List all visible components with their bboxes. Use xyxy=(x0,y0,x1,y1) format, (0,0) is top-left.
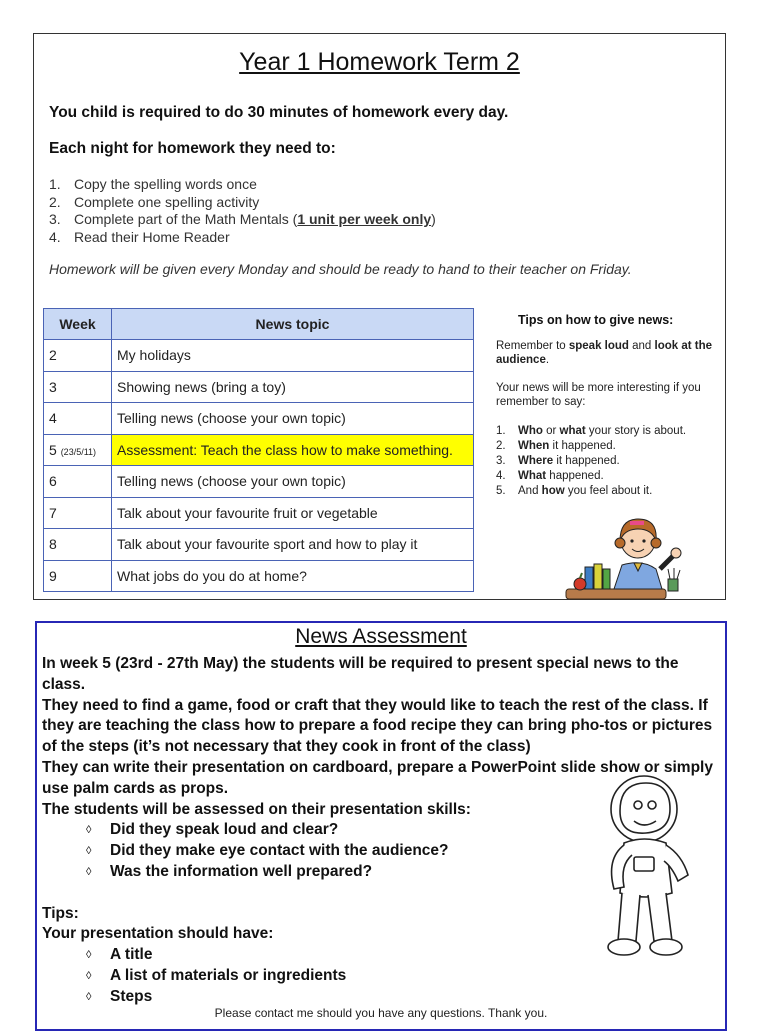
tips-text: it happened. xyxy=(549,440,616,452)
week-cell: 9 xyxy=(44,560,112,592)
tips-text: and xyxy=(628,340,655,352)
week-cell: 3 xyxy=(44,371,112,403)
tips-text: or xyxy=(542,425,560,437)
diamond-bullet-icon: ◊ xyxy=(86,865,92,878)
list-item xyxy=(49,176,436,194)
list-item xyxy=(49,194,436,212)
list-item xyxy=(49,211,436,229)
tips-text: . xyxy=(545,353,550,366)
page-title: Year 1 Homework Term 2 xyxy=(239,48,520,76)
teacher-clipart xyxy=(540,501,690,613)
diamond-bullet-icon: ◊ xyxy=(86,824,92,837)
task-text: Complete part of the Math Mentals ( xyxy=(74,211,298,227)
list-number: 4. xyxy=(49,228,61,245)
intro-requirement: You child is required to do 30 minutes of homework every day. xyxy=(49,104,509,121)
task-text: Copy the spelling words once xyxy=(74,176,257,192)
criteria-text: Did they make eye contact with the audience? xyxy=(110,842,449,860)
tips-emphasis: what xyxy=(559,425,586,437)
list-number: 4. xyxy=(496,470,506,482)
list-number: 3. xyxy=(496,455,506,467)
topic-column-header: News topic xyxy=(112,309,474,340)
intro-each-night: Each night for homework they need to: xyxy=(49,140,336,157)
tips-emphasis: What xyxy=(518,470,547,482)
week-cell: 2 xyxy=(44,340,112,372)
diamond-bullet-icon: ◊ xyxy=(86,845,92,858)
contact-note: Please contact me should you have any questions. Thank you. xyxy=(214,1006,548,1020)
list-number: 2. xyxy=(49,193,61,210)
table-row xyxy=(44,529,474,561)
tips-text: your story is about. xyxy=(585,425,687,437)
tips-text: it happened. xyxy=(553,455,620,467)
paragraph: They can write their presentation on cardboard, prepare a PowerPoint slide show or simply use palm cards as props. xyxy=(42,758,713,797)
topic-cell: Showing news (bring a toy) xyxy=(112,371,474,403)
homework-schedule-note: Homework will be given every Monday and should be ready to hand to their teacher on Friday. xyxy=(49,261,632,277)
list-number: 3. xyxy=(49,211,61,227)
list-item xyxy=(49,229,436,247)
task-text: Read their Home Reader xyxy=(74,228,230,245)
list-number: 5. xyxy=(496,485,506,497)
week-column-header: Week xyxy=(44,309,112,340)
table-row xyxy=(44,497,474,529)
week-cell xyxy=(44,434,112,466)
list-item xyxy=(496,424,686,439)
list-item xyxy=(496,484,686,499)
week-date: (23/5/11) xyxy=(60,446,97,457)
tips-text: you feel about it. xyxy=(564,485,653,497)
week-cell: 6 xyxy=(44,466,112,498)
table-row xyxy=(44,560,474,592)
tips-emphasis: Where xyxy=(518,455,554,467)
list-number: 1. xyxy=(496,425,506,437)
list-item xyxy=(496,439,686,454)
topic-cell: Telling news (choose your own topic) xyxy=(112,403,474,435)
news-topic-table xyxy=(43,308,474,592)
table-header-row xyxy=(44,309,474,340)
diamond-bullet-icon: ◊ xyxy=(86,949,92,962)
tips-heading: Tips on how to give news: xyxy=(518,313,674,327)
tips-text: And xyxy=(518,485,542,497)
section-heading: News Assessment xyxy=(295,625,467,648)
criteria-text: Did they speak loud and clear? xyxy=(110,821,339,839)
tips-label: Tips: xyxy=(42,904,79,922)
requirement-text: A list of materials or ingredients xyxy=(110,966,347,984)
table-row-assessment xyxy=(44,434,474,466)
task-text-end: ) xyxy=(431,211,436,227)
task-text: Complete one spelling activity xyxy=(74,193,260,210)
table-row xyxy=(44,466,474,498)
tips-emphasis: look at the audience xyxy=(496,340,713,366)
tips-list xyxy=(496,424,686,499)
week-number: 5 xyxy=(49,441,57,458)
table-row xyxy=(44,403,474,435)
week-cell: 4 xyxy=(44,403,112,435)
news-assessment-panel xyxy=(35,621,727,1031)
list-item xyxy=(496,469,686,484)
table-row xyxy=(44,371,474,403)
tips-emphasis: speak loud xyxy=(568,340,629,352)
list-item xyxy=(496,454,686,469)
astronaut-clipart xyxy=(598,771,698,971)
tips-interesting: Your news will be more interesting if you remember to say: xyxy=(496,382,701,408)
requirement-text: Steps xyxy=(110,987,153,1005)
paragraph: In week 5 (23rd - 27th May) the students will be required to present special news to the class. xyxy=(42,655,679,693)
tips-emphasis: When xyxy=(518,440,550,452)
topic-cell: Talk about your favourite fruit or vegetable xyxy=(112,497,474,529)
list-number: 1. xyxy=(49,176,61,192)
diamond-bullet-icon: ◊ xyxy=(86,990,92,1003)
requirement-text: A title xyxy=(110,946,153,964)
homework-panel xyxy=(33,33,726,600)
paragraph: The students will be assessed on their presentation skills: xyxy=(42,800,471,818)
criteria-text: Was the information well prepared? xyxy=(110,862,373,880)
diamond-bullet-icon: ◊ xyxy=(86,969,92,982)
topic-cell-highlighted: Assessment: Teach the class how to make something. xyxy=(112,434,474,466)
list-number: 2. xyxy=(496,440,506,452)
tips-emphasis: Who xyxy=(518,425,543,437)
homework-task-list xyxy=(49,176,436,246)
task-emphasis: 1 unit per week only xyxy=(297,211,432,227)
tips-reminder xyxy=(496,340,724,367)
paragraph: They need to find a game, food or craft that they would like to teach the rest of the class. If they are teaching the class how to prepare a food recipe they can bring pho-tos or pictures of the steps (it’s not necessary that they cook in front of the class) xyxy=(42,696,713,756)
list-item xyxy=(86,987,722,1008)
topic-cell: Telling news (choose your own topic) xyxy=(112,466,474,498)
table-row xyxy=(44,340,474,372)
topic-cell: What jobs do you do at home? xyxy=(112,560,474,592)
week-cell: 8 xyxy=(44,529,112,561)
topic-cell: My holidays xyxy=(112,340,474,372)
tips-text: happened. xyxy=(546,470,604,482)
tips-emphasis: how xyxy=(541,485,565,497)
topic-cell: Talk about your favourite sport and how to play it xyxy=(112,529,474,561)
week-cell: 7 xyxy=(44,497,112,529)
tips-text: Remember to xyxy=(496,340,569,352)
should-have-label: Your presentation should have: xyxy=(42,925,274,943)
